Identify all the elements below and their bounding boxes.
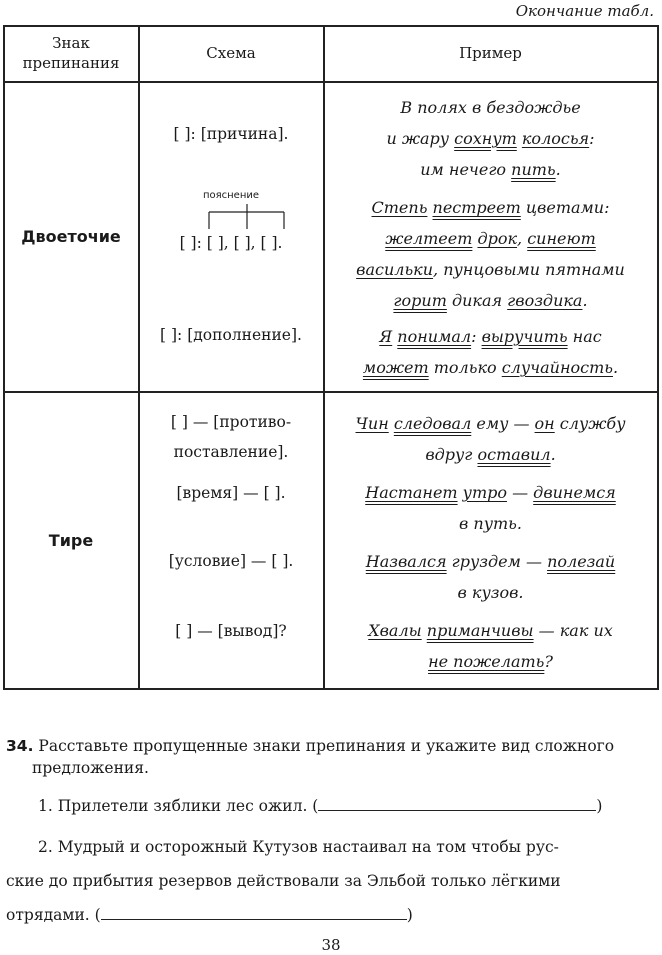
mark-dash: Тире [48,531,94,550]
example-colon-explanation: Степь пестреет цветами: желтеет дрок, синеют васильки, пунцовыми пятнами горит дикая гвоздика. [356,198,625,310]
task-item-2: 2. Мудрый и осторожный Кутузов настаивал на том чтобы рус- ские до прибытия резервов действовали за Эльбой только лёгкими отрядами. ( ) [6,838,561,924]
table-row-divider [3,391,659,393]
scheme-dash-contrast: [ ] — [противо- поставление]. [170,413,292,461]
table-bottom-border [3,688,659,690]
task-instruction: Расставьте пропущенные знаки препинания и укажите вид сложного [38,737,615,755]
task-item-1: 1. Прилетели зяблики лес ожил. ( ) [38,797,603,815]
header-example: Пример [459,44,522,62]
example-colon-addition: Я понимал: выручить нас может только случайность. [362,327,619,377]
scheme-colon-explanation: [ ]: [ ], [ ], [ ]. [179,234,283,252]
header-scheme: Схема [206,44,256,62]
scheme-colon-reason: [ ]: [причина]. [173,125,289,143]
example-dash-condition: Назвался груздем — полезай в кузов. [365,552,616,602]
example-dash-conclusion: Хвалы приманчивы — как их не пожелать? [368,621,613,671]
example-colon-reason: В полях в бездождье и жару сохнут колосья: им нечего пить. [386,98,595,179]
scheme-dash-condition: [условие] — [ ]. [168,552,294,570]
example-dash-contrast: Чин следовал ему — он службу вдруг оставил. [355,414,626,464]
scheme-annotation: пояснение [202,190,260,201]
mark-colon: Двоеточие [21,227,121,246]
answer-line-2[interactable] [101,905,407,920]
scheme-dash-time: [время] — [ ]. [176,484,286,502]
table-continuation-note: Окончание табл. [515,2,654,20]
task-number: 34. [6,737,34,755]
header-mark: Знак препинания [22,34,120,72]
table-left-border [3,25,5,690]
example-dash-time: Настанет утро — двинемся в путь. [365,483,616,533]
table-top-border [3,25,659,27]
answer-line-1[interactable] [318,796,596,811]
task-instruction-cont: предложения. [32,759,149,777]
task-34 [6,735,656,779]
table-right-border [657,25,659,690]
scheme-dash-conclusion: [ ] — [вывод]? [175,622,287,640]
table-header-divider [3,81,659,83]
page-number: 38 [321,936,341,954]
scheme-colon-addition: [ ]: [дополнение]. [160,326,302,344]
